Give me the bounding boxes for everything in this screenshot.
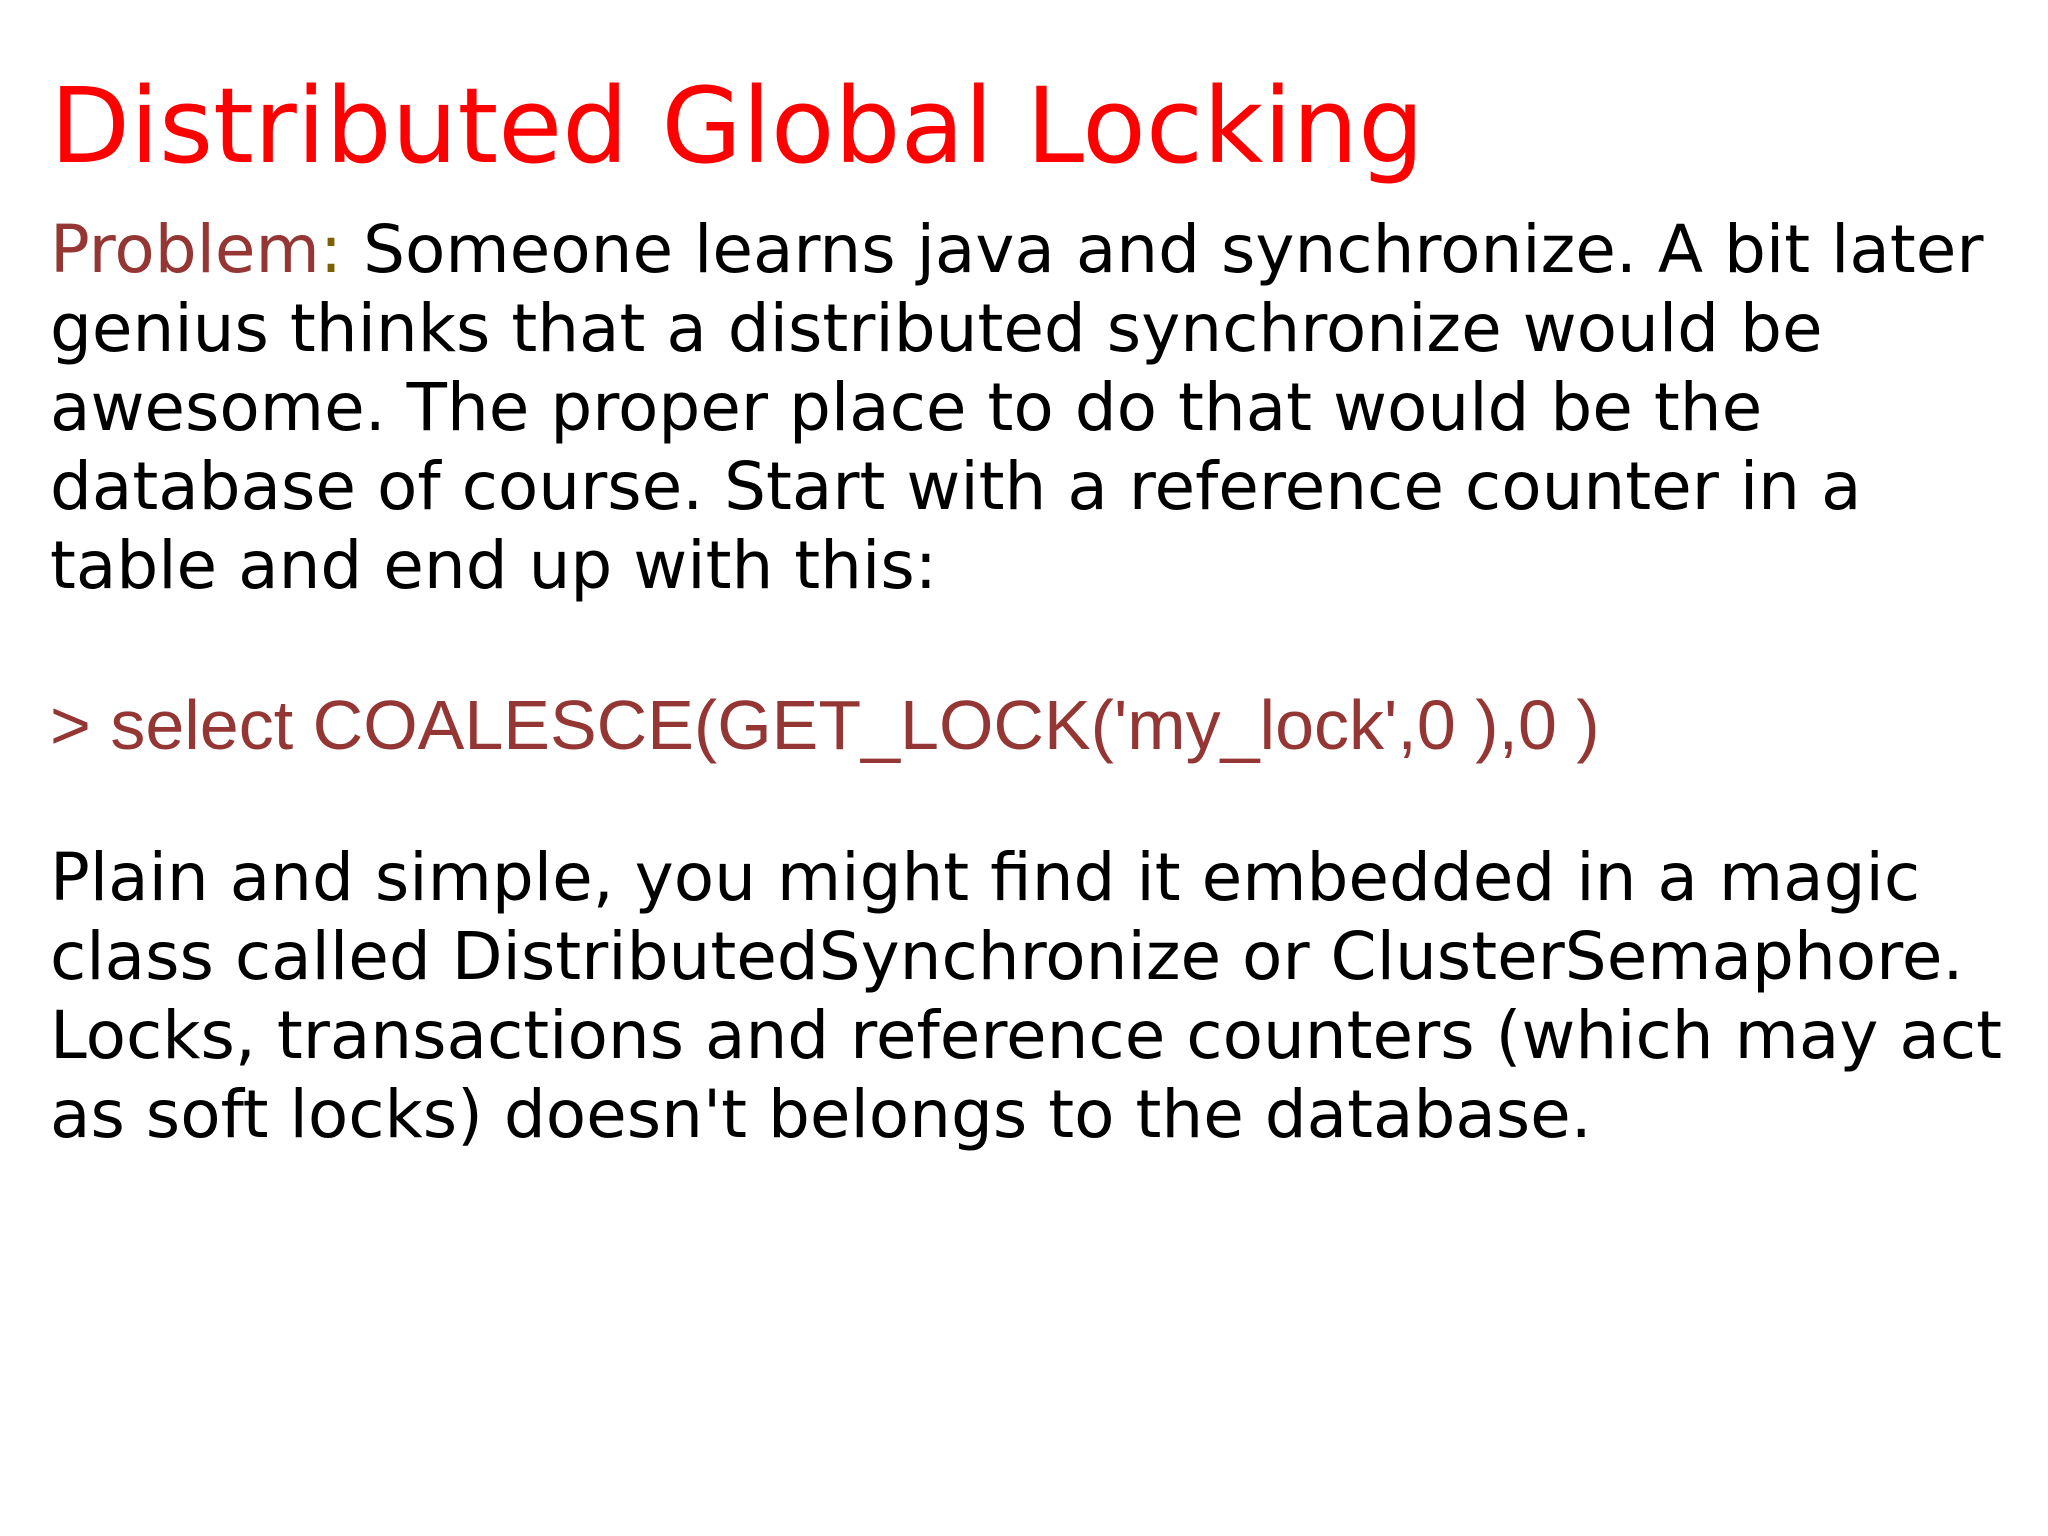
sql-code-line: > select COALESCE(GET_LOCK('my_lock',0 ),0 ): [50, 686, 1600, 764]
problem-colon: :: [319, 211, 343, 288]
slide-title: Distributed Global Locking: [50, 65, 1425, 187]
conclusion-paragraph: Plain and simple, you might find it embedded in a magic class called DistributedSynchronize or ClusterSemaphore. Locks, transactions and reference counters (which may act as soft locks) doesn't belongs to the database.: [50, 839, 2002, 1153]
problem-paragraph: [50, 210, 2010, 605]
problem-label: Problem: [50, 211, 320, 288]
problem-text: Someone learns java and synchronize. A bit later genius thinks that a distributed synchronize would be awesome. The proper place to do that would be the database of course. Start with a reference counter in a table and end up with this:: [50, 211, 1984, 604]
